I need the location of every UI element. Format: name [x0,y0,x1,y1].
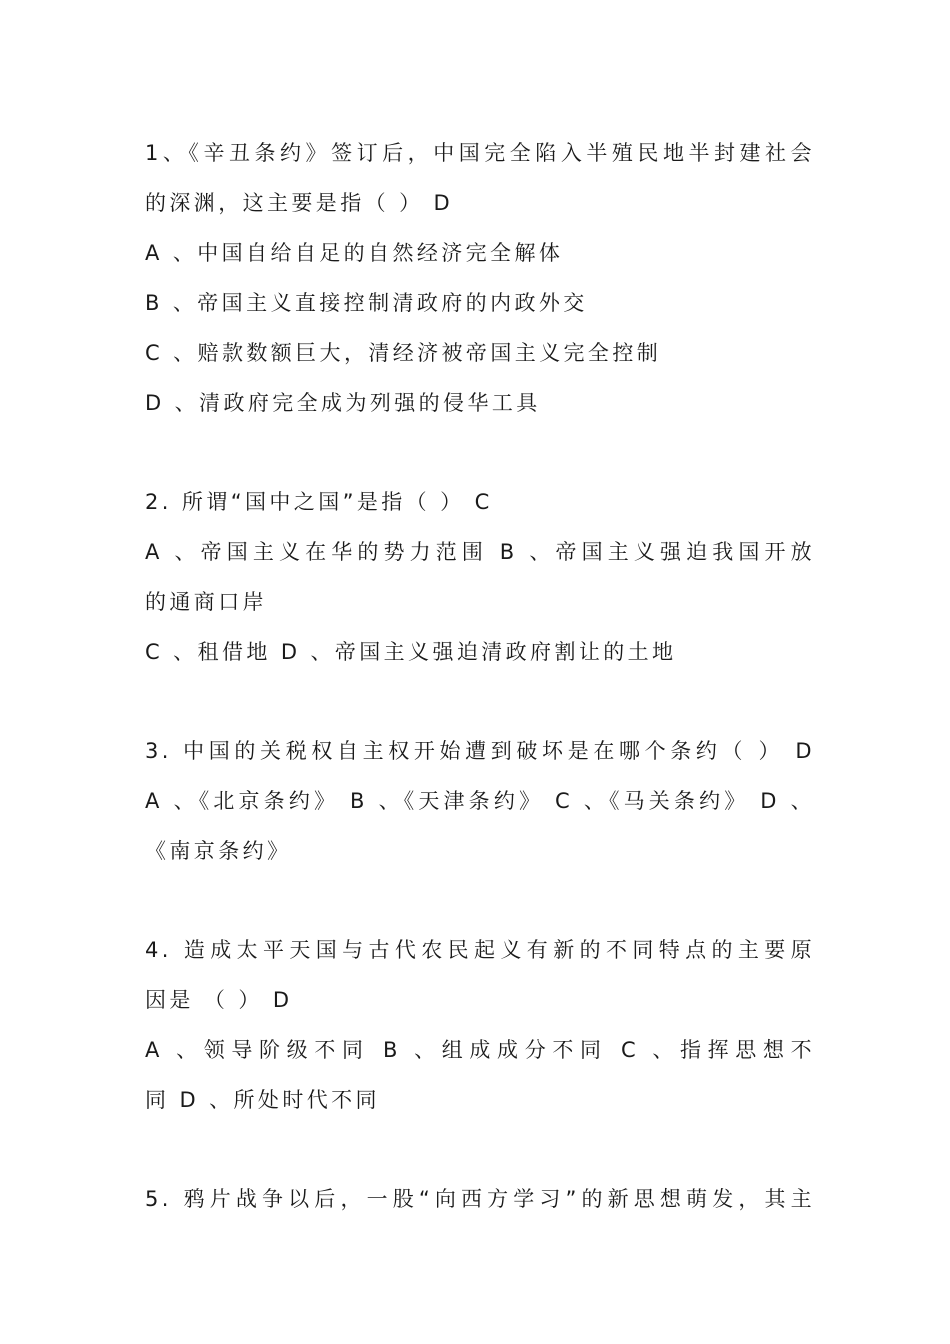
question-4 [145,925,815,1125]
answer-option: A 、帝国主义在华的势力范围 B 、帝国主义强迫我国开放 [145,540,815,564]
answer-option: B 、帝国主义直接控制清政府的内政外交 [145,291,588,315]
question-stem-line: 5. 鸦片战争以后，一股“向西方学习”的新思想萌发，其主 [145,1187,815,1211]
question-spacer [145,1125,815,1174]
answer-option: A 、领导阶级不同 B 、组成成分不同 C 、指挥思想不 [145,1038,815,1062]
question-stem-line: 2. 所谓“国中之国”是指（ ） C [145,490,493,514]
answer-option: 同 D 、所处时代不同 [145,1088,380,1112]
question-2 [145,477,815,677]
question-stem-line: 4. 造成太平天国与古代农民起义有新的不同特点的主要原 [145,938,815,962]
question-5 [145,1174,815,1224]
answer-option: 的通商口岸 [145,590,267,614]
question-stem-line: 因是 （ ） D [145,988,293,1012]
question-3 [145,726,815,876]
question-spacer [145,876,815,925]
answer-option: C 、赔款数额巨大，清经济被帝国主义完全控制 [145,341,662,365]
question-spacer [145,677,815,726]
question-stem-line: 的深渊，这主要是指（ ） D [145,191,454,215]
answer-option: A 、《北京条约》 B 、《天津条约》 C 、《马关条约》 D 、 [145,789,815,813]
question-1 [145,128,815,428]
question-stem-line: 1、《辛丑条约》签订后，中国完全陷入半殖民地半封建社会 [145,141,815,165]
question-list [145,128,815,1224]
answer-option: 《南京条约》 [145,839,292,863]
answer-option: D 、清政府完全成为列强的侵华工具 [145,391,541,415]
question-stem-line: 3. 中国的关税权自主权开始遭到破坏是在哪个条约（ ） D [145,739,815,763]
answer-option: C 、租借地 D 、帝国主义强迫清政府割让的土地 [145,640,677,664]
answer-option: A 、中国自给自足的自然经济完全解体 [145,241,564,265]
question-spacer [145,428,815,477]
